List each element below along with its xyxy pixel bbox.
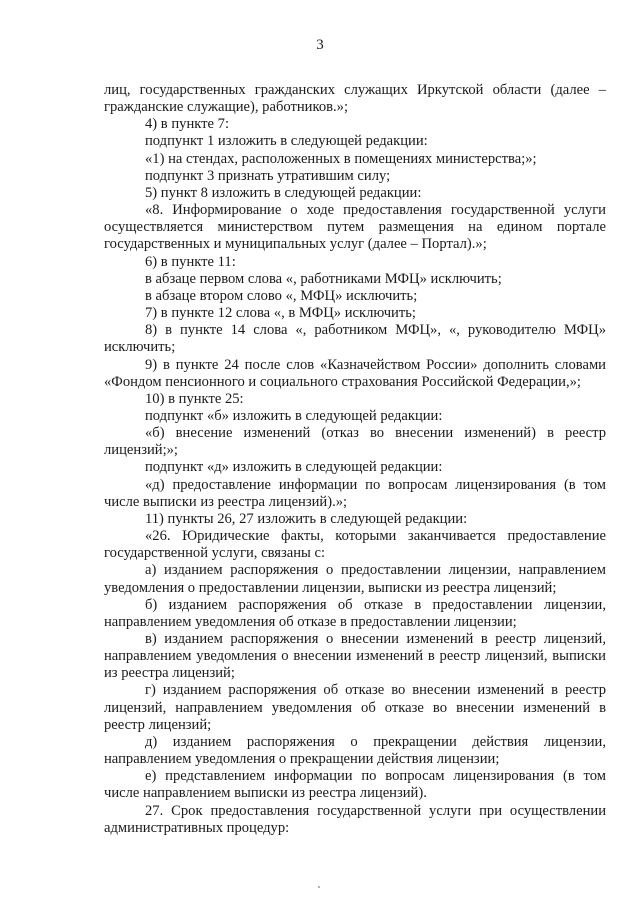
- paragraph: 27. Срок предоставления государственной услуги при осуществлении административных процедур:: [104, 802, 606, 836]
- paragraph: «26. Юридические факты, которыми заканчивается предоставление государственной услуги, связаны с:: [104, 528, 606, 562]
- paragraph: 7) в пункте 12 слова «, в МФЦ» исключить;: [145, 305, 416, 322]
- paragraph: 4) в пункте 7:: [145, 116, 230, 133]
- paragraph: а) изданием распоряжения о предоставлении лицензии, направлением уведомления о предоставлении лицензии, выписки из реестра лицензий;: [104, 562, 606, 596]
- paragraph: подпункт «б» изложить в следующей редакции:: [145, 407, 443, 424]
- paragraph: подпункт 1 изложить в следующей редакции:: [145, 133, 428, 150]
- paragraph: 9) в пункте 24 после слов «Казначейством России» дополнить словами «Фондом пенсионного и социального страхования Российской Федерации,»;: [104, 356, 606, 390]
- paragraph: подпункт «д» изложить в следующей редакции:: [145, 459, 443, 476]
- paragraph: 10) в пункте 25:: [145, 390, 244, 407]
- scan-speck: [318, 886, 320, 888]
- paragraph: 11) пункты 26, 27 изложить в следующей редакции:: [145, 510, 468, 527]
- paragraph: подпункт 3 признать утратившим силу;: [145, 167, 391, 184]
- paragraph: г) изданием распоряжения об отказе во внесении изменений в реестр лицензий, направлением уведомления об отказе во внесении изменений в реестр лицензий;: [104, 682, 606, 733]
- paragraph: 6) в пункте 11:: [145, 253, 236, 270]
- paragraph: «д) предоставление информации по вопросам лицензирования (в том числе выписки из реестра лицензий).»;: [104, 476, 606, 510]
- paragraph: б) изданием распоряжения об отказе в предоставлении лицензии, направлением уведомления об отказе в предоставлении лицензии;: [104, 596, 606, 630]
- paragraph: лиц, государственных гражданских служащих Иркутской области (далее – гражданские служащие), работников.»;: [104, 82, 606, 116]
- paragraph: «1) на стендах, расположенных в помещениях министерства;»;: [145, 150, 537, 167]
- paragraph: в) изданием распоряжения о внесении изменений в реестр лицензий, направлением уведомления о внесении изменений в реестр лицензий, выписки из реестра лицензий;: [104, 631, 606, 682]
- paragraph: д) изданием распоряжения о прекращении действия лицензии, направлением уведомления о прекращении действия лицензии;: [104, 733, 606, 768]
- paragraph: «б) внесение изменений (отказ во внесении изменений) в реестр лицензий;»;: [104, 425, 606, 459]
- paragraph: в абзаце втором слово «, МФЦ» исключить;: [145, 287, 418, 304]
- document-body: [104, 82, 606, 837]
- paragraph: 5) пункт 8 изложить в следующей редакции:: [145, 184, 422, 201]
- paragraph: «8. Информирование о ходе предоставления государственной услуги осуществляется министерством путем размещения на едином портале государственных и муниципальных услуг (далее – Портал).»;: [104, 202, 606, 253]
- paragraph: 8) в пункте 14 слова «, работником МФЦ», «, руководителю МФЦ» исключить;: [104, 322, 606, 356]
- page-number: 3: [316, 37, 324, 53]
- paragraph: е) представлением информации по вопросам лицензирования (в том числе направлением выписки из реестра лицензий).: [104, 768, 606, 802]
- paragraph: в абзаце первом слова «, работниками МФЦ» исключить;: [145, 270, 502, 287]
